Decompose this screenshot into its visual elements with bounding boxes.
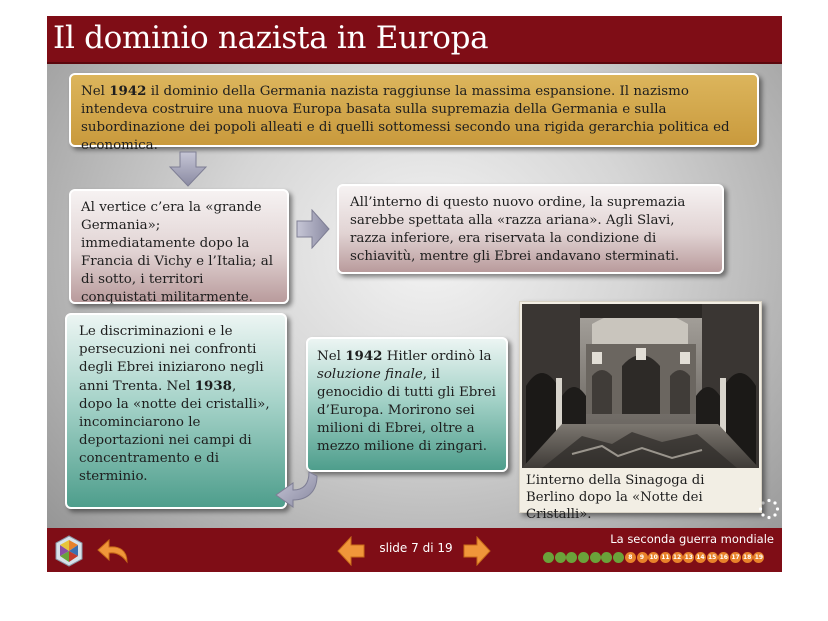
discriminazioni-text: Le discriminazioni e le persecuzioni nei confronti degli Ebrei iniziarono negli anni Trenta. Nel 1938, dopo la «notte dei cristalli», incominciarono le deportazioni nei campi di concentramento e di sterminio. <box>79 324 270 484</box>
back-arrow-icon[interactable] <box>97 538 131 564</box>
next-arrow-icon[interactable] <box>463 536 491 566</box>
slide-dot-9[interactable]: 9 <box>637 552 648 563</box>
slide-dots <box>543 552 764 563</box>
arrow-right-icon <box>296 209 330 249</box>
soluzione-text: Nel 1942 Hitler ordinò la soluzione finale, il genocidio di tutti gli Ebrei d’Europa. Morirono sei milioni di Ebrei, oltre a mezzo milione di zingari. <box>317 348 496 454</box>
photo-caption: L’interno della Sinagoga di Berlino dopo la «Notte dei Cristalli». <box>526 473 705 522</box>
ordine-box <box>337 184 724 274</box>
vertice-box <box>69 189 289 304</box>
slide-dot-14[interactable]: 14 <box>696 554 705 561</box>
slide-dot-16[interactable]: 16 <box>719 554 728 561</box>
intro-box <box>69 73 759 153</box>
slide-title: Il dominio nazista in Europa <box>53 20 489 56</box>
bottom-nav-bar <box>47 528 782 572</box>
slide-dot-15[interactable]: 15 <box>707 554 717 561</box>
intro-year: 1942 <box>109 83 147 99</box>
slide-dot-8[interactable]: 8 <box>625 552 636 563</box>
logo-icon[interactable] <box>52 534 86 568</box>
discriminazioni-year: 1938 <box>194 378 232 394</box>
slide-counter: slide 7 di 19 <box>379 541 453 555</box>
discriminazioni-box <box>65 313 287 509</box>
synagogue-photo <box>522 304 759 468</box>
slide-dot-10[interactable]: 10 <box>649 554 658 561</box>
photo-frame <box>519 301 762 522</box>
slide-dot-3[interactable] <box>566 552 577 563</box>
slide-dot-17[interactable]: 17 <box>731 554 740 561</box>
slide-dot-12[interactable]: 12 <box>672 554 682 561</box>
title-bar <box>47 16 782 64</box>
arrow-down-icon <box>168 151 208 187</box>
course-title: La seconda guerra mondiale <box>610 532 774 546</box>
prev-arrow-icon[interactable] <box>337 536 365 566</box>
slide-dot-2[interactable] <box>555 552 566 563</box>
slide-dot-7[interactable] <box>613 552 624 563</box>
slide-dot-18[interactable]: 18 <box>743 554 752 561</box>
slide-dot-19[interactable]: 19 <box>754 554 764 561</box>
slide <box>47 16 782 572</box>
slide-dot-13[interactable]: 13 <box>684 554 693 561</box>
slide-dot-11[interactable]: 11 <box>661 554 670 561</box>
slide-dot-5[interactable] <box>590 552 601 563</box>
loading-spinner-icon <box>758 498 780 520</box>
synagogue-illustration <box>522 304 759 468</box>
slide-dot-6[interactable] <box>601 552 612 563</box>
soluzione-box <box>306 337 508 472</box>
intro-text: Nel 1942 il dominio della Germania nazista raggiunse la massima espansione. Il nazismo intendeva costruire una nuova Europa basata sulla supremazia della Germania e sulla subordinazione dei popoli alleati e di quelli sottomessi secondo una rigida gerarchia politica ed economica. <box>81 83 730 153</box>
slide-dot-1[interactable] <box>543 552 554 563</box>
soluzione-year: 1942 <box>345 348 383 364</box>
ordine-text: All’interno di questo nuovo ordine, la supremazia sarebbe spettata alla «razza ariana». Agli Slavi, razza inferiore, era riservata la condizione di schiavitù, mentre gli Ebrei andavano sterminati. <box>350 195 686 264</box>
curved-arrow-icon <box>273 468 323 508</box>
slide-dot-4[interactable] <box>578 552 589 563</box>
vertice-text: Al vertice c’era la «grande Germania»; immediatamente dopo la Francia di Vichy e l’Italia; al di sotto, i territori conquistati militarmente. <box>81 200 274 305</box>
